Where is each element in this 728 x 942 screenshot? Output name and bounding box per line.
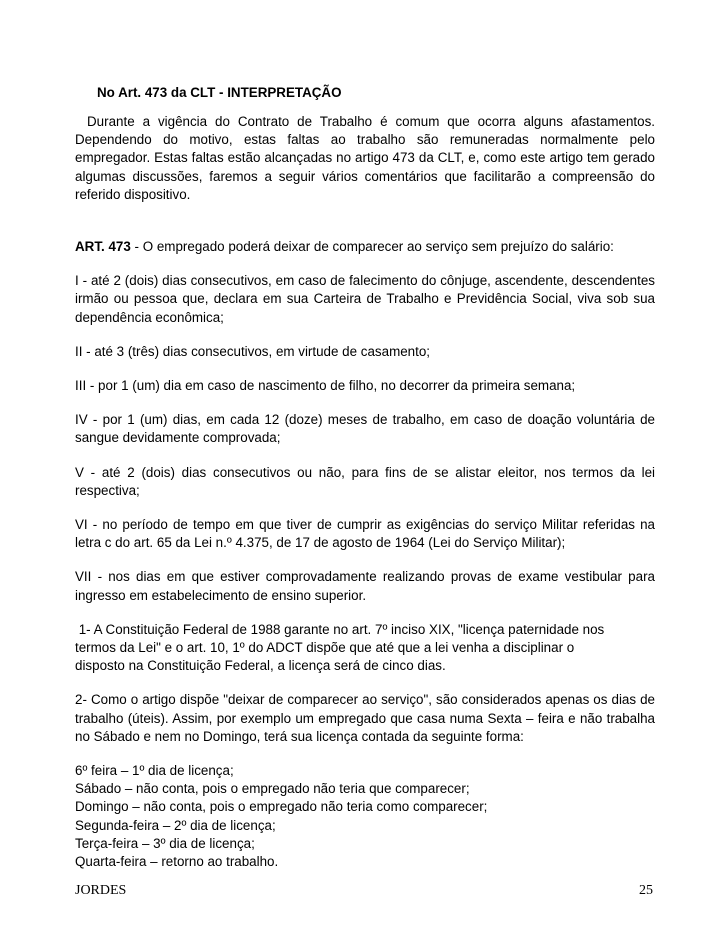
- item-paragraph: V - até 2 (dois) dias consecutivos ou não, para fins de se alistar eleitor, nos termos da lei respectiva;: [75, 464, 655, 498]
- footer-author: JORDES: [75, 883, 127, 898]
- comment-1: [75, 621, 655, 676]
- item-paragraph: I - até 2 (dois) dias consecutivos, em caso de falecimento do cônjuge, ascendente, descendentes irmão ou pessoa que, declara em sua Carteira de Trabalho e Previdência Social, viva sob sua dependência econômica;: [75, 273, 655, 325]
- comment-2: 2- Como o artigo dispõe "deixar de comparecer ao serviço", são considerados apenas os dias de trabalho (úteis). Assim, por exemplo um empregado que casa numa Sexta – feira e não trabalha no Sábado e nem no Domingo, terá sua licença contada da seguinte forma:: [75, 692, 655, 744]
- page-number: 25: [639, 883, 653, 898]
- comment-1-line: termos da Lei" e o art. 10, 1º do ADCT dispõe que até que a lei venha a disciplinar o: [75, 640, 575, 656]
- comment-1-line: disposto na Constituição Federal, a licença será de cinco dias.: [75, 658, 446, 674]
- article-label: ART. 473: [75, 239, 131, 255]
- document-title: No Art. 473 da CLT - INTERPRETAÇÃO: [97, 85, 342, 100]
- page-footer: [75, 883, 655, 899]
- days-list: [75, 762, 655, 871]
- comment-1-line: 1- A Constituição Federal de 1988 garante no art. 7º inciso XIX, "licença paternidade nos: [75, 621, 605, 637]
- item-paragraph: VI - no período de tempo em que tiver de cumprir as exigências do serviço Militar referidas na letra c do art. 65 da Lei n.º 4.375, de 17 de agosto de 1964 (Lei do Serviço Militar);: [75, 517, 655, 551]
- article-text: - O empregado poderá deixar de comparecer ao serviço sem prejuízo do salário:: [130, 239, 614, 255]
- item-paragraph: IV - por 1 (um) dias, em cada 12 (doze) meses de trabalho, em caso de doação voluntária de sangue devidamente comprovada;: [75, 412, 655, 446]
- day-line: Domingo – não conta, pois o empregado não teria como comparecer;: [75, 799, 488, 815]
- article-heading: [75, 238, 655, 256]
- day-line: Quarta-feira – retorno ao trabalho.: [75, 854, 279, 870]
- document-page: [75, 84, 655, 871]
- intro-paragraph: Durante a vigência do Contrato de Trabalho é comum que ocorra alguns afastamentos. Dependendo do motivo, estas faltas ao trabalho são remuneradas normalmente pelo empregador. Estas faltas estão alcançadas no artigo 473 da CLT, e, como este artigo tem gerado algumas discussões, faremos a seguir vários comentários que facilitarão a compreensão do referido dispositivo.: [75, 114, 655, 202]
- day-line: Terça-feira – 3º dia de licença;: [75, 835, 255, 851]
- day-line: Sábado – não conta, pois o empregado não teria que comparecer;: [75, 781, 470, 797]
- day-line: Segunda-feira – 2º dia de licença;: [75, 817, 276, 833]
- day-line: 6º feira – 1º dia de licença;: [75, 763, 234, 779]
- item-paragraph: VII - nos dias em que estiver comprovadamente realizando provas de exame vestibular para ingresso em estabelecimento de ensino superior.: [75, 569, 655, 603]
- item-paragraph: III - por 1 (um) dia em caso de nascimento de filho, no decorrer da primeira semana;: [75, 378, 576, 394]
- item-paragraph: II - até 3 (três) dias consecutivos, em virtude de casamento;: [75, 343, 431, 359]
